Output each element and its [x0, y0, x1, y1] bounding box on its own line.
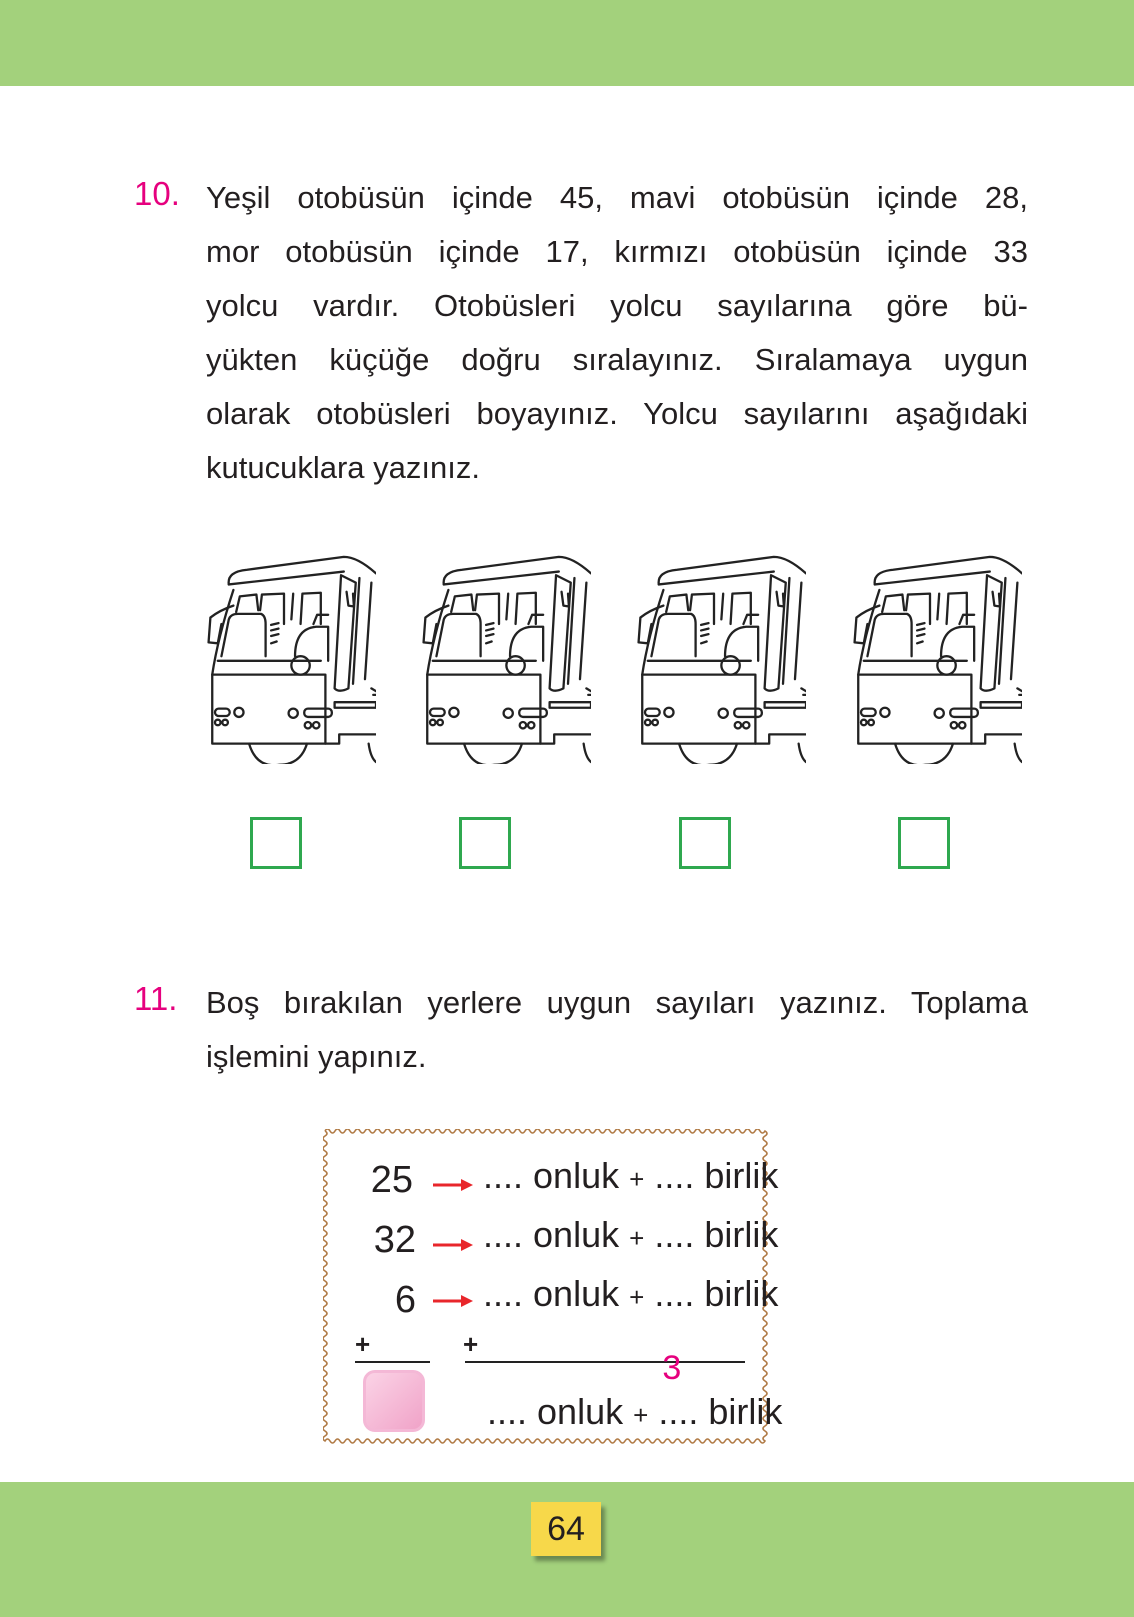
blank-birlik[interactable]: .... — [654, 1155, 695, 1196]
addend-number: 32 — [373, 1219, 416, 1261]
blank-onluk[interactable]: .... — [483, 1155, 524, 1196]
blank-birlik[interactable]: .... — [658, 1391, 699, 1432]
blank-birlik[interactable]: .... — [654, 1214, 695, 1255]
text-line: olarak otobüsleri boyayınız. Yolcu sayılarını aşağıdaki — [206, 396, 1028, 431]
sum-answer-box[interactable] — [363, 1370, 425, 1432]
result-row — [487, 1349, 783, 1436]
text-line: yükten küçüğe doğru sıralayınız. Sıralamaya uygun — [206, 342, 1028, 377]
text-line: kutucuklara yazınız. — [206, 450, 480, 485]
bus-illustration-2[interactable] — [407, 530, 591, 764]
decomposition-row — [483, 1155, 778, 1200]
question-10-text — [206, 171, 1028, 495]
sum-line — [355, 1361, 430, 1363]
birlik-label: birlik — [704, 1214, 779, 1255]
onluk-label: onluk — [533, 1273, 620, 1314]
decomposition-row — [483, 1214, 778, 1259]
question-number-11: 11. — [134, 980, 178, 1017]
answer-box-3[interactable] — [679, 817, 731, 869]
plus-sign: + — [355, 1329, 371, 1359]
plus-sign: + — [633, 1400, 649, 1430]
arrow-right-icon — [433, 1295, 473, 1307]
plus-sign: + — [463, 1329, 479, 1359]
onluk-label: onluk — [533, 1155, 620, 1196]
question-11-text — [206, 976, 1028, 1084]
arrow-right-icon — [433, 1239, 473, 1251]
addend-number: 25 — [370, 1159, 413, 1201]
answer-box-1[interactable] — [250, 817, 302, 869]
birlik-label: birlik — [704, 1273, 779, 1314]
decomposition-row — [483, 1273, 778, 1318]
page-number: 64 — [531, 1502, 601, 1556]
top-color-band — [0, 0, 1134, 86]
text-line: işlemini yapınız. — [206, 1039, 427, 1074]
addition-worksheet-box — [323, 1129, 788, 1449]
answer-box-4[interactable] — [898, 817, 950, 869]
birlik-label: birlik — [708, 1391, 783, 1432]
sum-line — [465, 1361, 745, 1363]
bus-illustration-4[interactable] — [838, 530, 1022, 764]
plus-sign: + — [629, 1223, 645, 1253]
text-line: mor otobüsün içinde 17, kırmızı otobüsün içinde 33 — [206, 234, 1028, 269]
plus-sign: + — [629, 1282, 645, 1312]
blank-onluk[interactable]: .... — [483, 1273, 524, 1314]
bus-illustration-1[interactable] — [192, 530, 376, 764]
onluk-label: onluk — [537, 1391, 624, 1432]
question-number-10: 10. — [134, 175, 180, 212]
birlik-answer[interactable] — [658, 1349, 699, 1432]
bus-illustration-3[interactable] — [622, 530, 806, 764]
birlik-label: birlik — [704, 1155, 779, 1196]
text-line: Boş bırakılan yerlere uygun sayıları yazınız. Toplama — [206, 985, 1028, 1020]
plus-sign: + — [629, 1164, 645, 1194]
blank-birlik[interactable]: .... — [654, 1273, 695, 1314]
onluk-label: onluk — [533, 1214, 620, 1255]
addend-number: 6 — [394, 1279, 416, 1321]
arrow-right-icon — [433, 1179, 473, 1191]
text-line: yolcu vardır. Otobüsleri yolcu sayılarına göre bü- — [206, 288, 1028, 323]
written-digit: 3 — [662, 1349, 682, 1387]
text-line: Yeşil otobüsün içinde 45, mavi otobüsün içinde 28, — [206, 180, 1028, 215]
answer-box-2[interactable] — [459, 817, 511, 869]
blank-onluk[interactable]: .... — [483, 1214, 524, 1255]
blank-onluk[interactable]: .... — [487, 1391, 528, 1432]
